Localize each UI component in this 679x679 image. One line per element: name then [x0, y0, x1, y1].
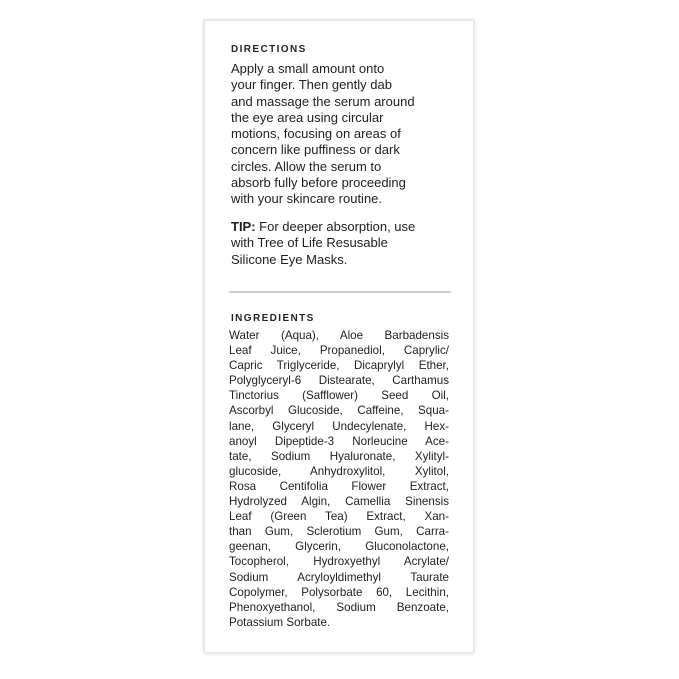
tip-line-text: For deeper absorption, use [255, 219, 416, 234]
text-line: Apply a small amount onto [231, 61, 385, 76]
tip-line [231, 219, 456, 235]
tip-text [231, 219, 456, 268]
section-divider [229, 291, 451, 293]
tip-label: TIP: [231, 219, 256, 234]
text-line: the eye area using circular [231, 109, 384, 125]
text-line: motions, focusing on areas of [231, 126, 401, 142]
text-line: Polyglyceryl-6 Distearate, Carthamus [229, 374, 449, 388]
text-line: your finger. Then gently dab [231, 77, 392, 93]
text-line: Capric Triglyceride, Dicaprylyl Ether, [229, 359, 449, 373]
text-line: Ascorbyl Glucoside, Caffeine, Squa- [229, 404, 449, 418]
text-line: Potassium Sorbate. [229, 615, 331, 629]
directions-heading: DIRECTIONS [231, 44, 307, 55]
text-line: Leaf Juice, Propanediol, Caprylic/ [229, 344, 449, 358]
text-line: Sodium Acryloyldimethyl Taurate [229, 570, 449, 584]
text-line: glucoside, Anhydroxylitol, Xylitol, [229, 464, 449, 478]
ingredients-text [229, 328, 449, 630]
text-line: Tinctorius (Safflower) Seed Oil, [229, 389, 449, 403]
text-line: Water (Aqua), Aloe Barbadensis [229, 329, 449, 342]
text-line: concern like puffiness or dark [231, 142, 400, 158]
text-line: with Tree of Life Resusable [231, 235, 388, 251]
text-line: geenan, Glycerin, Gluconolactone, [229, 540, 449, 554]
text-line: with your skincare routine. [231, 191, 383, 207]
text-line: and massage the serum around [231, 93, 415, 109]
text-line: Copolymer, Polysorbate 60, Lecithin, [229, 585, 449, 599]
text-line: circles. Allow the serum to [231, 158, 382, 174]
text-line: Hydrolyzed Algin, Camellia Sinensis [229, 495, 449, 509]
product-label-panel [204, 20, 474, 653]
text-line: Leaf (Green Tea) Extract, Xan- [229, 510, 449, 524]
directions-text [231, 61, 456, 208]
text-line: tate, Sodium Hyaluronate, Xylityl- [229, 449, 449, 463]
text-line: Rosa Centifolia Flower Extract, [229, 479, 449, 493]
ingredients-heading: INGREDIENTS [231, 313, 315, 324]
text-line: lane, Glyceryl Undecylenate, Hex- [229, 419, 449, 433]
text-line: Phenoxyethanol, Sodium Benzoate, [229, 600, 449, 614]
text-line: absorb fully before proceeding [231, 175, 406, 191]
text-line: Tocopherol, Hydroxyethyl Acrylate/ [229, 555, 449, 569]
text-line: anoyl Dipeptide-3 Norleucine Ace- [229, 434, 449, 448]
text-line: than Gum, Sclerotium Gum, Carra- [229, 525, 449, 539]
text-line: Silicone Eye Masks. [231, 251, 348, 267]
